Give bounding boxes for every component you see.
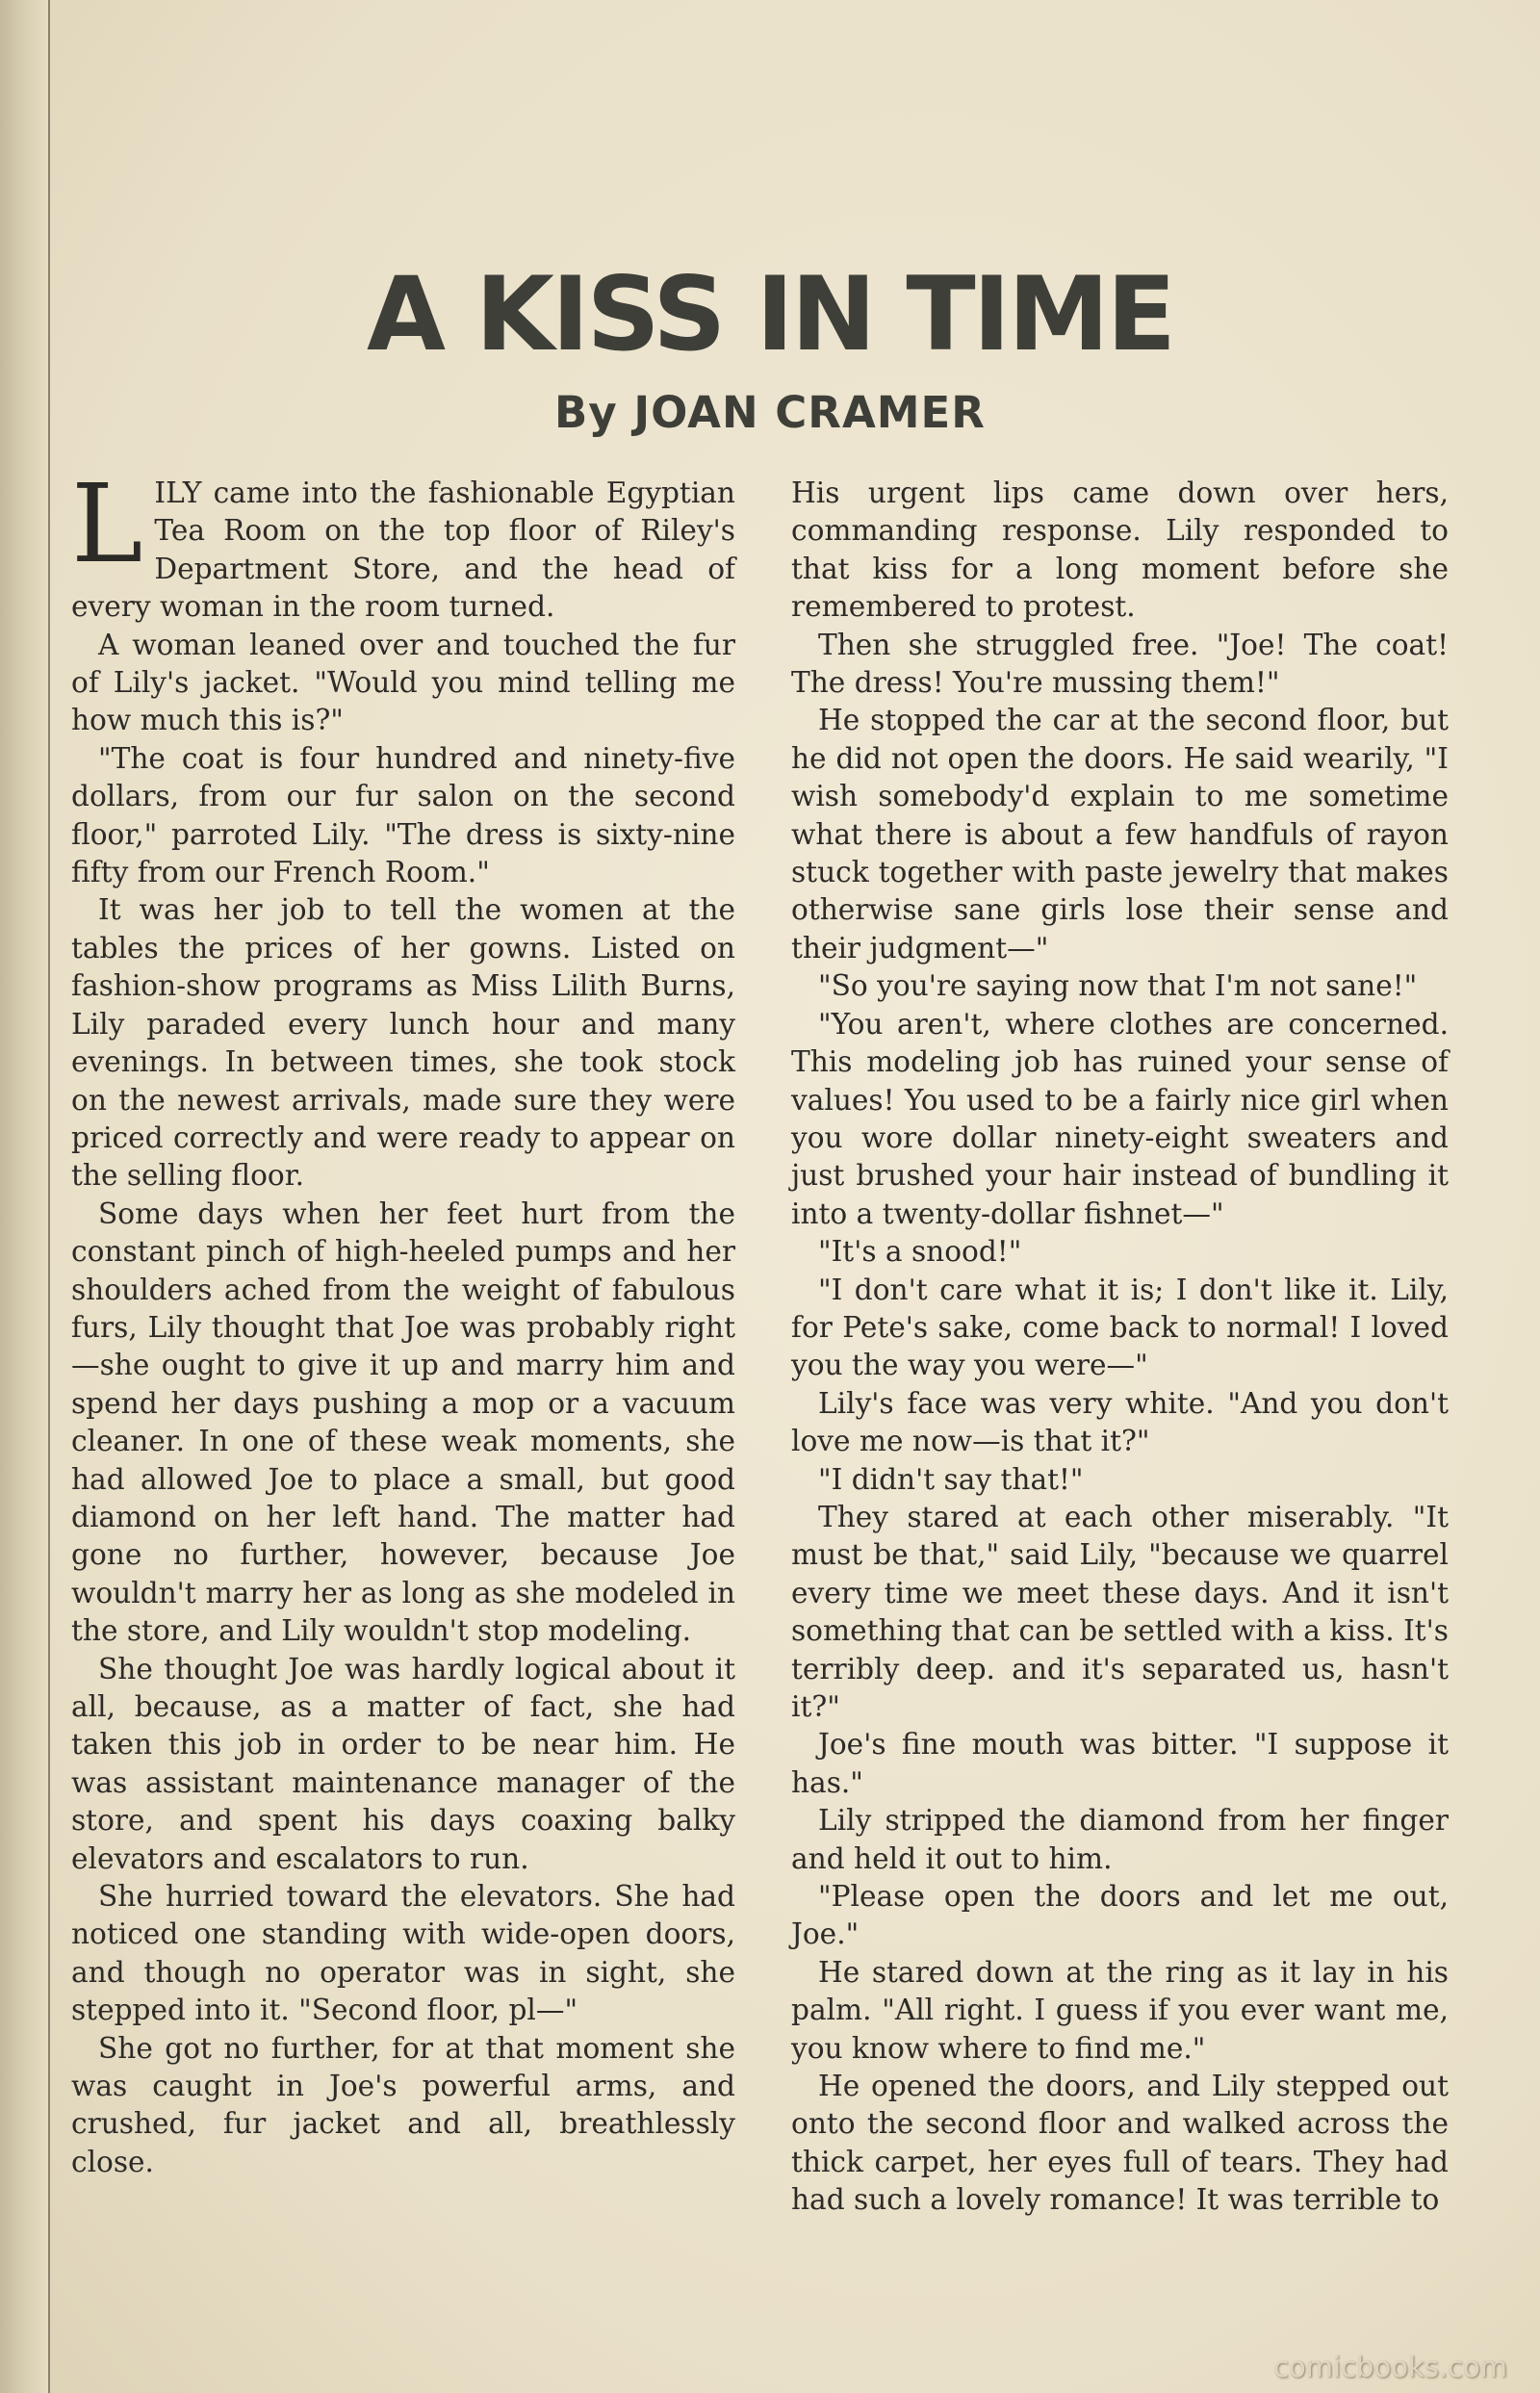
paragraph: A woman leaned over and touched the fur of Lily's jacket. "Would you mind telling me how much this is?" xyxy=(71,628,735,737)
paragraph: She hurried toward the elevators. She had noticed one standing with wide-open doors, and though no operator was in sight, she stepped into it. "Second floor, pl—" xyxy=(71,1880,735,2027)
paragraph: He stopped the car at the second floor, but he did not open the doors. He said wearily, "I wish somebody'd explain to me sometime what there is about a few handfuls of rayon stuck together with paste jewelry that makes otherwise sane girls lose their sense and their judgment—" xyxy=(791,704,1449,965)
story-byline: By JOAN CRAMER xyxy=(554,387,986,438)
paragraph: Joe's fine mouth was bitter. "I suppose it has." xyxy=(791,1728,1449,1799)
paragraph: She got no further, for at that moment she was caught in Joe's powerful arms, and crushed, fur jacket and all, breathlessly close. xyxy=(71,2031,735,2178)
paragraph: He opened the doors, and Lily stepped out onto the second floor and walked across the thick carpet, her eyes full of tears. They had had such a lovely romance! It was terrible to xyxy=(791,2070,1449,2217)
paragraph: "You aren't, where clothes are concerned. This modeling job has ruined your sense of values! You used to be a fairly nice girl when you wore dollar ninety-eight sweaters and just brushed your hair instead of bundling it into a twenty-dollar fishnet—" xyxy=(791,1007,1449,1230)
site-watermark: comicbooks.com xyxy=(1273,2351,1507,2383)
paragraph: "So you're saying now that I'm not sane!" xyxy=(818,969,1418,1003)
story-title: A KISS IN TIME xyxy=(366,255,1174,373)
paragraph: She thought Joe was hardly logical about it all, because, as a matter of fact, she had taken this job in order to be near him. He was assistant maintenance manager of the store, and spent his days coaxing balky elevators and escalators to run. xyxy=(71,1652,735,1875)
paragraph: "I don't care what it is; I don't like it. Lily, for Pete's sake, come back to normal! I loved you the way you were—" xyxy=(791,1273,1449,1382)
left-column xyxy=(71,462,735,2181)
paragraph xyxy=(71,462,735,627)
paragraph-text: ILY came into the fashionable Egyptian Tea Room on the top floor of Riley's Department Store, and the head of every woman in the room turned. xyxy=(71,476,735,624)
paragraph: Lily's face was very white. "And you don't love me now—is that it?" xyxy=(791,1386,1449,1458)
paragraph: Lily stripped the diamond from her finger and held it out to him. xyxy=(791,1804,1449,1875)
paragraph: "I didn't say that!" xyxy=(818,1462,1084,1496)
paragraph: Some days when her feet hurt from the constant pinch of high-heeled pumps and her shoulders ached from the weight of fabulous furs, Lily thought that Joe was probably right —she ought to give it up and marry him and spend her days pushing a mop or a vacuum cleaner. In one of these weak moments, she had allowed Joe to place a small, but good diamond on her left hand. The matter had gone no further, however, because Joe wouldn't marry her as long as she modeled in the store, and Lily wouldn't stop modeling. xyxy=(71,1196,735,1648)
paragraph: "The coat is four hundred and ninety-five dollars, from our fur salon on the second floor," parroted Lily. "The dress is sixty-nine fifty from our French Room." xyxy=(71,741,735,889)
paragraph: "Please open the doors and let me out, Joe." xyxy=(791,1880,1449,1951)
paragraph: Then she struggled free. "Joe! The coat! The dress! You're mussing them!" xyxy=(791,628,1449,700)
paragraph: His urgent lips came down over hers, commanding response. Lily responded to that kiss for a long moment before she remembered to protest. xyxy=(791,476,1449,624)
drop-cap: L xyxy=(71,462,143,587)
right-column xyxy=(791,475,1449,2220)
paragraph: "It's a snood!" xyxy=(818,1235,1022,1269)
paragraph: They stared at each other miserably. "It must be that," said Lily, "because we quarrel every time we meet these days. And it isn't something that can be settled with a kiss. It's terribly deep. and it's separated us, hasn't it?" xyxy=(791,1500,1449,1723)
paragraph: It was her job to tell the women at the tables the prices of her gowns. Listed on fashion-show programs as Miss Lilith Burns, Lily paraded every lunch hour and many evenings. In between times, she took stock on the newest arrivals, made sure they were priced correctly and were ready to appear on the selling floor. xyxy=(71,893,735,1193)
paragraph: He stared down at the ring as it lay in his palm. "All right. I guess if you ever want me, you know where to find me." xyxy=(791,1955,1449,2065)
